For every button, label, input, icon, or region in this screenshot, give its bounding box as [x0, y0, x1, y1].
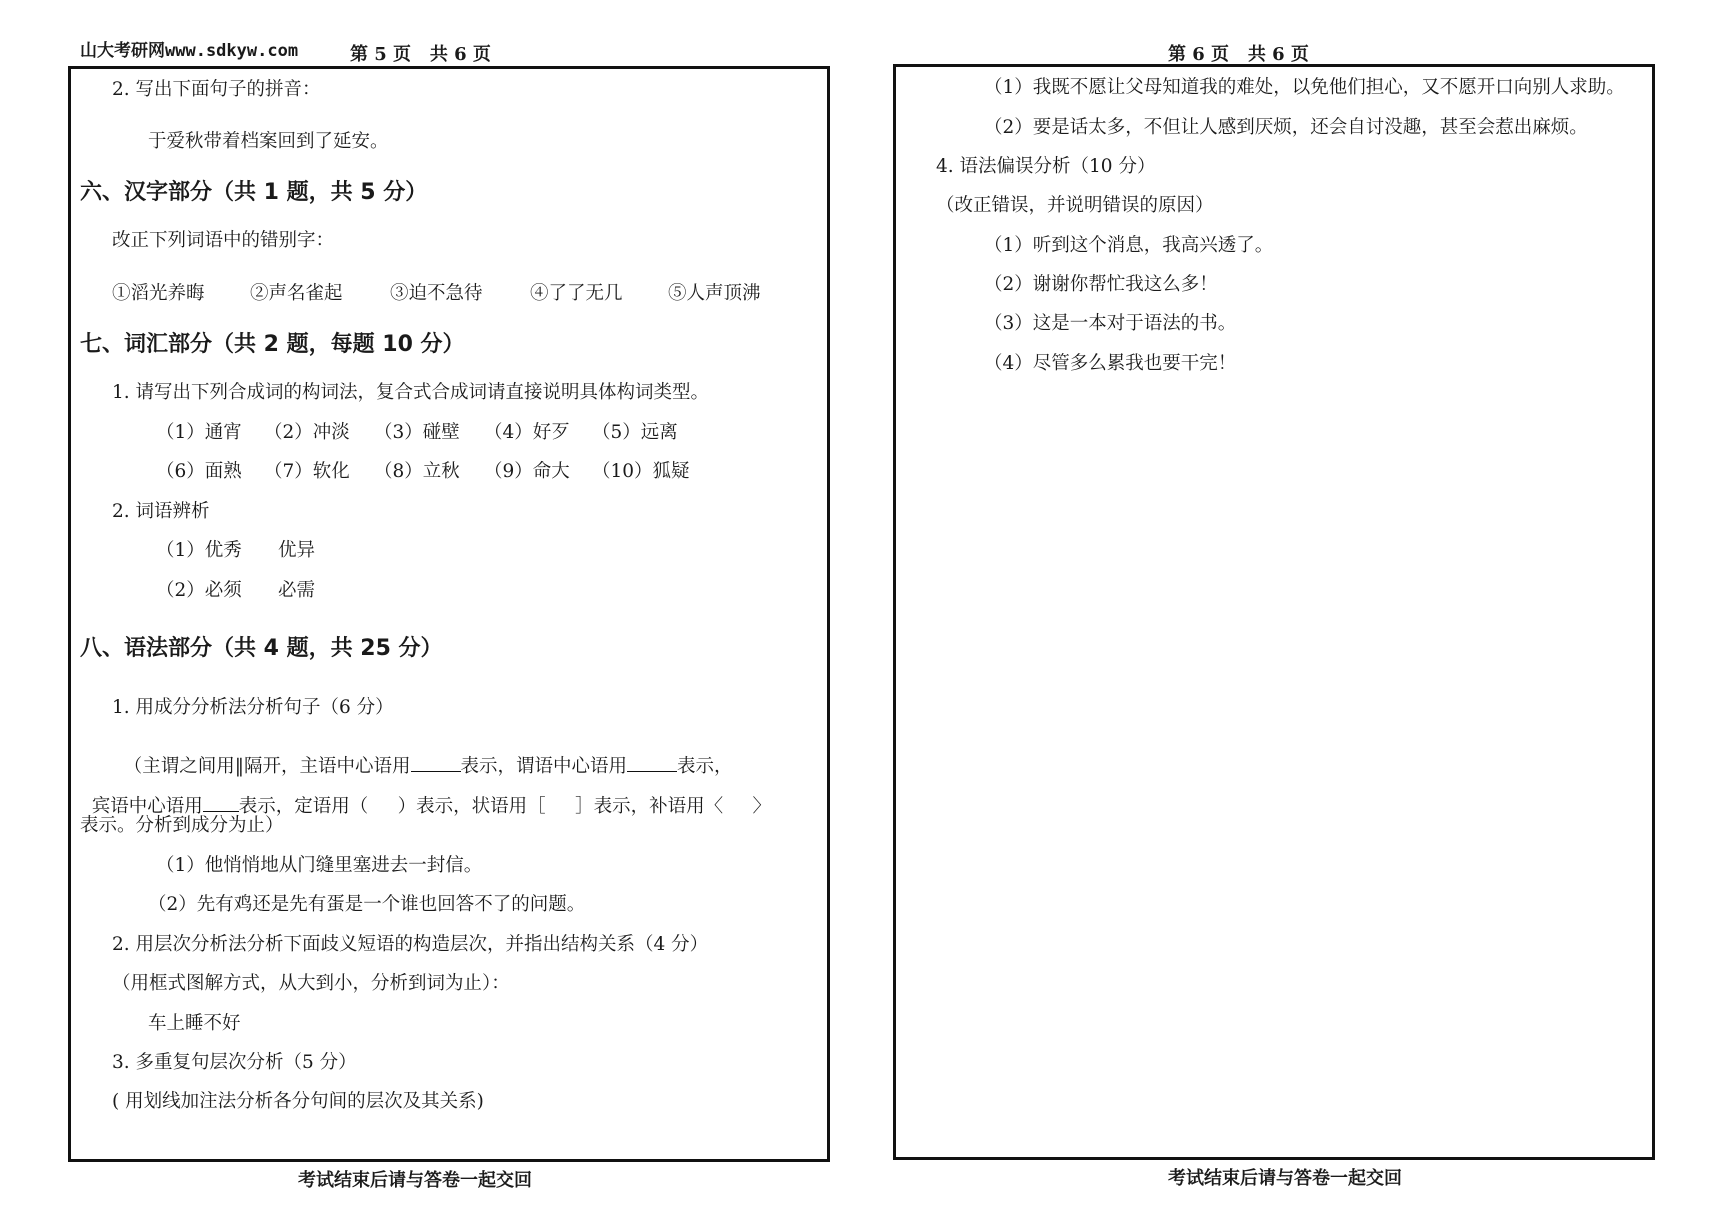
right-footer: 考试结束后请与答卷一起交回 [1168, 1168, 1402, 1189]
word-pair-2a: （2）必须 [156, 580, 242, 601]
section-6-instruction: 改正下列词语中的错别字： [112, 230, 335, 251]
note-text: 表示，定语用（ ）表示，状语用［ ］表示，补语用〈 〉 [238, 795, 771, 817]
section-8-q2-phrase: 车上睡不好 [148, 1013, 241, 1034]
word-item: （4）好歹 [484, 422, 570, 443]
note-text: （主谓之间用‖隔开，主语中心语用 [123, 755, 411, 777]
section-8-title: 八、语法部分（共 4 题，共 25 分） [80, 636, 443, 661]
section-8-q3: 3. 多重复句层次分析（5 分） [112, 1052, 357, 1073]
blank-line [203, 797, 239, 812]
section-7-q2: 2. 词语辨析 [112, 501, 210, 522]
word-item: （1）通宵 [156, 422, 242, 443]
note-text: 宾语中心语用 [91, 795, 203, 817]
option-item: ④了了无几 [530, 283, 623, 304]
q2-sentence: 于爱秋带着档案回到了延安。 [148, 131, 389, 152]
word-item: （7）软化 [264, 461, 350, 482]
option-item: ②声名雀起 [250, 283, 343, 304]
section-6-title: 六、汉字部分（共 1 题，共 5 分） [80, 180, 428, 205]
word-item: （2）冲淡 [264, 422, 350, 443]
blank-line [411, 757, 461, 772]
section-8-q1-note-a [112, 738, 733, 776]
right-q4-note: （改正错误，并说明错误的原因） [936, 195, 1214, 216]
word-item: （6）面熟 [156, 461, 242, 482]
section-8-q2: 2. 用层次分析法分析下面歧义短语的构造层次，并指出结构关系（4 分） [112, 934, 709, 955]
left-footer: 考试结束后请与答卷一起交回 [298, 1170, 532, 1191]
list-item: （1）听到这个消息，我高兴透了。 [984, 235, 1274, 256]
q2-title: 2. 写出下面句子的拼音： [112, 79, 321, 100]
option-item: ③迫不急待 [390, 283, 483, 304]
word-pair-1a: （1）优秀 [156, 540, 242, 561]
note-text: 表示，谓语中心语用 [460, 755, 628, 777]
right-page-number: 第 6 页 共 6 页 [1168, 44, 1309, 65]
left-page-number: 第 5 页 共 6 页 [350, 44, 491, 65]
word-item: （3）碰壁 [374, 422, 460, 443]
blank-line [627, 757, 677, 772]
site-watermark: 山大考研网www.sdkyw.com [80, 41, 299, 61]
word-pair-2b: 必需 [278, 580, 316, 601]
right-page-frame [893, 64, 1655, 1160]
right-q4: 4. 语法偏误分析（10 分） [936, 156, 1156, 177]
word-item: （8）立秋 [374, 461, 460, 482]
word-item: （9）命大 [484, 461, 570, 482]
section-8-q1-sentence-2: （2）先有鸡还是先有蛋是一个谁也回答不了的问题。 [148, 894, 586, 915]
section-8-q1-note-c: 表示。分析到成分为止） [80, 815, 284, 836]
option-item: ⑤人声顶沸 [668, 283, 761, 304]
note-text: 表示， [677, 755, 733, 777]
option-item: ①滔光养晦 [112, 283, 205, 304]
word-item: （5）远离 [592, 422, 678, 443]
word-pair-1b: 优异 [278, 540, 316, 561]
section-8-q3-note: ( 用划线加注法分析各分句间的层次及其关系) [112, 1091, 484, 1112]
list-item: （3）这是一本对于语法的书。 [984, 313, 1237, 334]
section-8-q2-note: （用框式图解方式，从大到小，分析到词为止）： [112, 973, 510, 994]
right-sentence-1: （1）我既不愿让父母知道我的难处，以免他们担心，又不愿开口向别人求助。 [984, 77, 1625, 98]
section-8-q1-note-b [80, 778, 771, 816]
right-sentence-2: （2）要是话太多，不但让人感到厌烦，还会自讨没趣，甚至会惹出麻烦。 [984, 117, 1588, 138]
list-item: （4）尽管多么累我也要干完！ [984, 353, 1237, 374]
word-item: （10）狐疑 [592, 461, 690, 482]
section-8-q1-sentence-1: （1）他悄悄地从门缝里塞进去一封信。 [156, 855, 483, 876]
section-7-title: 七、词汇部分（共 2 题，每题 10 分） [80, 332, 465, 357]
section-8-q1: 1. 用成分分析法分析句子（6 分） [112, 697, 394, 718]
list-item: （2）谢谢你帮忙我这么多！ [984, 274, 1218, 295]
section-7-q1: 1. 请写出下列合成词的构词法，复合式合成词请直接说明具体构词类型。 [112, 382, 710, 403]
